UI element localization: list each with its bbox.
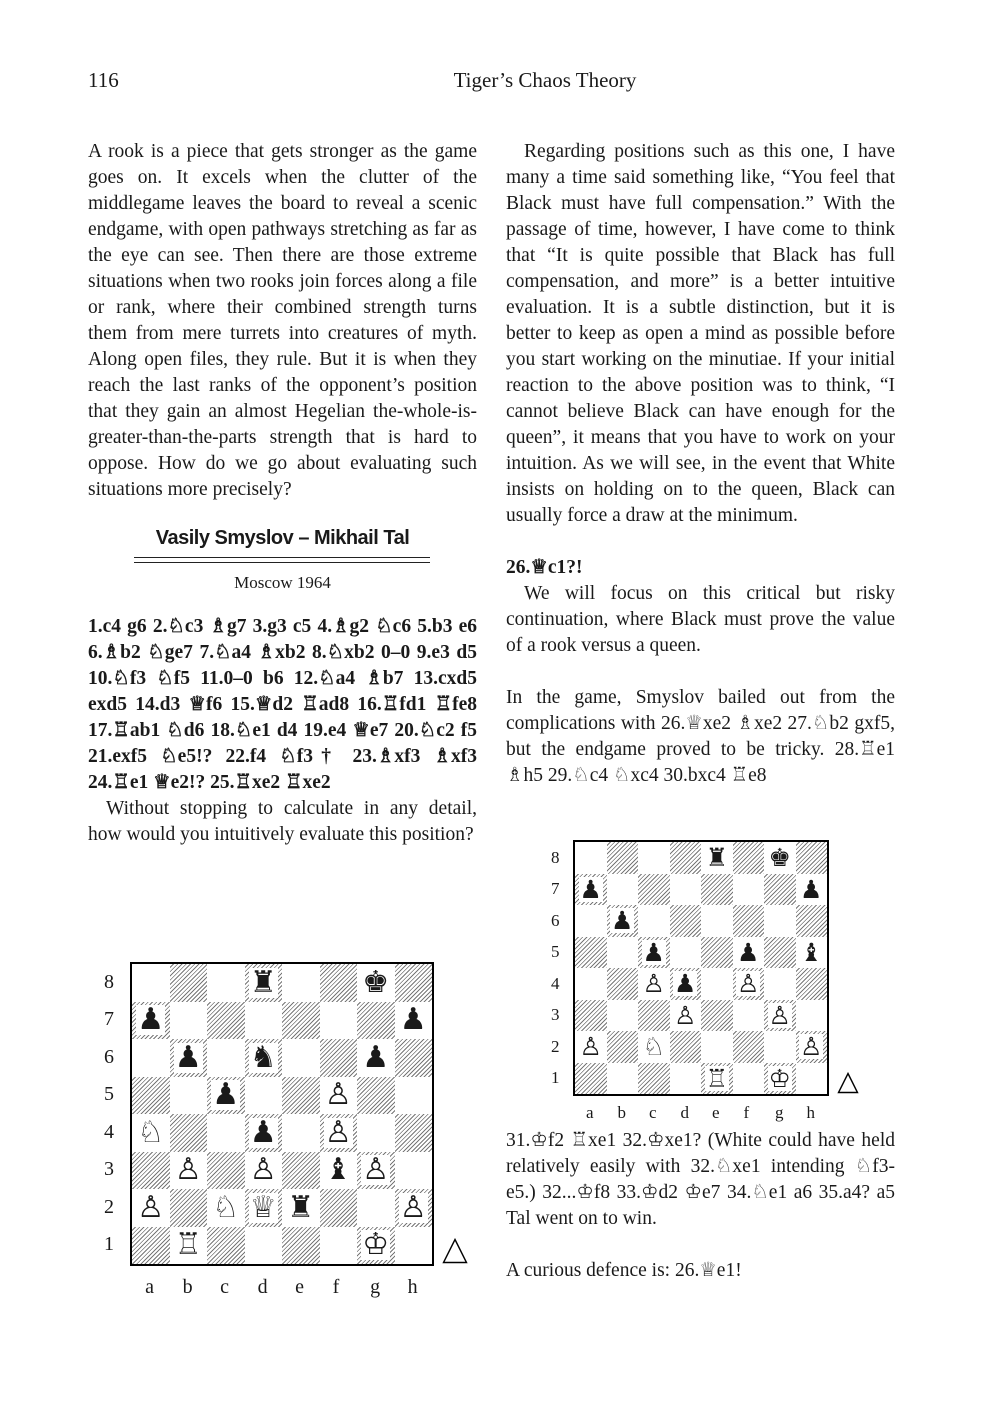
rank-label: 3 [551,1005,560,1025]
piece-f5: ♟ [737,937,760,967]
title-rule [134,557,430,563]
piece-e8: ♜ [705,843,728,873]
square-c7 [638,874,670,906]
file-label: h [806,1103,815,1122]
square-a7 [575,874,607,906]
square-f3 [320,1152,358,1190]
square-c5 [638,937,670,969]
square-a3 [132,1152,170,1190]
file-label: a [145,1276,155,1298]
piece-b1: ♖ [174,1227,202,1263]
focus-paragraph: We will focus on this critical but risky continuation, where Black must prove the value of a rook versus a queen. [506,583,895,656]
piece-d3: ♙ [249,1152,277,1188]
square-f2 [320,1189,358,1227]
piece-d4: ♟ [674,969,697,999]
file-label: d [680,1103,689,1122]
piece-f4: ♙ [324,1114,352,1150]
file-label: f [332,1276,340,1298]
file-label: g [774,1103,784,1122]
square-e5 [701,937,733,969]
square-c4 [638,968,670,1000]
square-g2 [357,1189,395,1227]
piece-c2: ♘ [642,1032,665,1062]
piece-g3: ♙ [768,1000,791,1030]
game-continuation-paragraph: In the game, Smyslov bailed out from the complications with 26.♕xe2 ♗xe2 27.♘b2 gxf5, but the endgame proved to be tricky. 28.♖e1 ♗h5 29.♘c4 ♘xc4 30.bxc4 ♖e8 [506,687,895,786]
square-b2 [607,1031,639,1063]
square-d5 [245,1077,283,1115]
square-d7 [245,1002,283,1040]
square-e2 [701,1031,733,1063]
square-b2 [170,1189,208,1227]
square-d1 [670,1063,702,1095]
square-c2 [638,1031,670,1063]
file-label: g [370,1276,381,1298]
square-f1 [320,1227,358,1265]
square-b6 [607,905,639,937]
square-c8 [638,842,670,874]
square-a3 [575,1000,607,1032]
chess-diagram-1 [98,962,458,1312]
square-b3 [607,1000,639,1032]
rank-label: 5 [104,1083,114,1106]
piece-g8: ♚ [362,964,390,1000]
square-a7 [132,1002,170,1040]
endgame-paragraph: 31.♔f2 ♖xe1 32.♔xe1? (White could have held relatively easily with 32.♘xe1 intending ♘f3-e5.) 32...♔f8 33.♔d2 ♔e7 34.♘e1 a6 35.a4? a5 Tal went on to win. [506,1130,895,1229]
square-a6 [575,905,607,937]
square-g4 [764,968,796,1000]
square-c5 [207,1077,245,1115]
rank-label: 6 [551,910,560,930]
file-label: b [182,1276,193,1298]
file-label: b [617,1103,626,1122]
square-h5 [395,1077,433,1115]
right-column-bottom [506,1128,895,1284]
square-e1 [282,1227,320,1265]
square-e2 [282,1189,320,1227]
square-f8 [733,842,765,874]
piece-g1: ♔ [362,1227,390,1263]
square-g7 [764,874,796,906]
piece-g1: ♔ [768,1063,791,1093]
square-g4 [357,1114,395,1152]
square-a2 [132,1189,170,1227]
file-label: c [220,1276,230,1298]
square-c1 [638,1063,670,1095]
square-g7 [357,1002,395,1040]
square-h8 [796,842,828,874]
piece-c4: ♙ [642,969,665,999]
square-f5 [733,937,765,969]
rank-label: 8 [551,847,560,867]
left-column [88,139,477,848]
square-b7 [170,1002,208,1040]
square-b6 [170,1039,208,1077]
square-e8 [701,842,733,874]
piece-c5: ♟ [642,937,665,967]
square-b8 [607,842,639,874]
rank-label: 1 [104,1233,114,1256]
square-g3 [357,1152,395,1190]
square-h5 [796,937,828,969]
square-d5 [670,937,702,969]
square-g2 [764,1031,796,1063]
chessboard [130,962,434,1266]
piece-e2: ♜ [287,1189,315,1225]
file-label: e [711,1103,720,1122]
defence-paragraph: A curious defence is: 26.♕e1! [506,1260,742,1281]
page-number: 116 [88,68,119,92]
piece-b6: ♟ [611,906,634,936]
rank-label: 3 [104,1158,114,1181]
file-label: h [407,1276,418,1298]
piece-g3: ♙ [362,1152,390,1188]
file-label: f [743,1103,750,1122]
file-label: d [257,1276,268,1298]
square-d8 [670,842,702,874]
piece-e1: ♖ [705,1063,728,1093]
piece-h5: ♝ [800,937,823,967]
square-h3 [796,1000,828,1032]
piece-h2: ♙ [399,1189,427,1225]
square-e6 [282,1039,320,1077]
square-a8 [575,842,607,874]
piece-a7: ♟ [579,874,602,904]
square-d7 [670,874,702,906]
square-b3 [170,1152,208,1190]
square-c7 [207,1002,245,1040]
square-a4 [132,1114,170,1152]
compensation-paragraph: Regarding positions such as this one, I have many a time said something like, “You feel that Black must have full compensation.” With the passage of time, however, I have come to think that “It is quite possible that Black has full compensation, and more” is a better intuitive evaluation. It is a subtle distinction, but it is better to keep as open a mind as possible before you start working on the minutiae. If your initial reaction to the above position was to think, “I cannot believe Black can have enough for the queen”, it means that you have to work on your intuition. As we will see, in the event that White insists on holding on to the queen, Black can usually force a draw at the minimum. [506,141,895,526]
square-h6 [395,1039,433,1077]
square-a5 [575,937,607,969]
piece-c2: ♘ [212,1189,240,1225]
running-head: Tiger’s Chaos Theory [453,68,637,92]
piece-c5: ♟ [212,1077,240,1113]
square-g6 [764,905,796,937]
piece-f4: ♙ [737,969,760,999]
piece-b3: ♙ [174,1152,202,1188]
piece-a2: ♙ [137,1189,165,1225]
rank-label: 6 [104,1045,114,1068]
square-f4 [320,1114,358,1152]
square-d4 [670,968,702,1000]
chessboard [573,840,829,1096]
square-d1 [245,1227,283,1265]
square-c4 [207,1114,245,1152]
rank-label: 5 [551,942,560,962]
square-h2 [796,1031,828,1063]
square-b5 [607,937,639,969]
file-label: c [648,1103,657,1122]
square-b1 [170,1227,208,1265]
square-e3 [701,1000,733,1032]
square-e4 [701,968,733,1000]
square-e5 [282,1077,320,1115]
square-e1 [701,1063,733,1095]
piece-h2: ♙ [800,1032,823,1062]
square-c8 [207,964,245,1002]
square-a2 [575,1031,607,1063]
piece-d8: ♜ [249,964,277,1000]
square-b8 [170,964,208,1002]
square-a1 [132,1227,170,1265]
game-moves: 1.c4 g6 2.♘c3 ♗g7 3.g3 c5 4.♗g2 ♘c6 5.b3 e6 6.♗b2 ♘ge7 7.♘a4 ♗xb2 8.♘xb2 0–0 9.e3 d5 10.♘f3 ♘f5 11.0–0 b6 12.♘a4 ♗b7 13.cxd5 exd5 14.d3 ♕f6 15.♕d2 ♖ad8 16.♖fd1 ♖fe8 17.♖ab1 ♘d6 18.♘e1 d4 19.e4 ♕e7 20.♘c2 f5 21.exf5 ♘e5!? 22.f4 ♘f3† 23.♗xf3 ♗xf3 24.♖e1 ♕e2!? 25.♖xe2 ♖xe2 [88,616,477,793]
square-f5 [320,1077,358,1115]
square-e7 [282,1002,320,1040]
rank-label: 2 [551,1036,560,1056]
move-heading: 26.♕c1?! [506,557,583,578]
square-h4 [796,968,828,1000]
square-b4 [607,968,639,1000]
square-c6 [207,1039,245,1077]
square-g6 [357,1039,395,1077]
piece-g8: ♚ [768,843,791,873]
square-e8 [282,964,320,1002]
square-h8 [395,964,433,1002]
square-c2 [207,1189,245,1227]
square-g3 [764,1000,796,1032]
square-h3 [395,1152,433,1190]
square-h1 [796,1063,828,1095]
file-label: e [295,1276,305,1298]
square-h4 [395,1114,433,1152]
square-d6 [670,905,702,937]
square-f4 [733,968,765,1000]
square-e3 [282,1152,320,1190]
square-d2 [245,1189,283,1227]
square-a8 [132,964,170,1002]
square-f1 [733,1063,765,1095]
square-e6 [701,905,733,937]
square-f7 [733,874,765,906]
square-h2 [395,1189,433,1227]
square-b1 [607,1063,639,1095]
square-h6 [796,905,828,937]
piece-h7: ♟ [800,874,823,904]
square-d4 [245,1114,283,1152]
piece-a4: ♘ [137,1114,165,1150]
square-d8 [245,964,283,1002]
square-f6 [320,1039,358,1077]
square-g1 [357,1227,395,1265]
rank-label: 4 [551,973,560,993]
square-c3 [207,1152,245,1190]
square-a5 [132,1077,170,1115]
rank-label: 7 [551,879,560,899]
square-b5 [170,1077,208,1115]
question-paragraph: Without stopping to calculate in any detail, how would you intuitively evaluate this position? [88,798,477,845]
square-a1 [575,1063,607,1095]
rank-label: 2 [104,1195,114,1218]
square-f6 [733,905,765,937]
file-label: a [585,1103,594,1122]
square-b4 [170,1114,208,1152]
piece-g6: ♟ [362,1039,390,1075]
piece-d6: ♞ [249,1039,277,1075]
rank-label: 1 [551,1068,560,1088]
piece-f5: ♙ [324,1077,352,1113]
square-h7 [395,1002,433,1040]
square-f2 [733,1031,765,1063]
piece-a2: ♙ [579,1032,602,1062]
game-title: Vasily Smyslov – Mikhail Tal [155,527,410,549]
square-g1 [764,1063,796,1095]
right-column-top [506,139,895,789]
piece-a7: ♟ [137,1002,165,1038]
square-c3 [638,1000,670,1032]
piece-b6: ♟ [174,1039,202,1075]
square-f8 [320,964,358,1002]
square-f3 [733,1000,765,1032]
square-c6 [638,905,670,937]
square-c1 [207,1227,245,1265]
square-h7 [796,874,828,906]
piece-d3: ♙ [674,1000,697,1030]
chess-diagram-2 [548,840,860,1142]
piece-d2: ♕ [249,1189,277,1225]
game-venue: Moscow 1964 [234,573,331,592]
square-g5 [357,1077,395,1115]
intro-paragraph: A rook is a piece that gets stronger as the game goes on. It excels when the clutter of the middlegame leaves the board to reveal a scenic endgame, with open pathways stretching as far as the eye can see. Then there are those extreme situations when two rooks join forces along a file or rank, where their combined strength turns them from mere turrets into creatures of myth. Along open files, they rule. But it is when they reach the last ranks of the opponent’s position that they gain an almost Hegelian the-whole-is-greater-than-the-parts strength that is hard to oppose. How do we go about evaluating such situations more precisely? [88,141,477,500]
square-g8 [764,842,796,874]
square-h1 [395,1227,433,1265]
square-e7 [701,874,733,906]
square-g5 [764,937,796,969]
piece-h7: ♟ [399,1002,427,1038]
rank-label: 4 [104,1120,114,1143]
square-b7 [607,874,639,906]
square-d2 [670,1031,702,1063]
square-g8 [357,964,395,1002]
square-a4 [575,968,607,1000]
piece-f3: ♝ [324,1152,352,1188]
square-d3 [670,1000,702,1032]
game-header [88,525,477,596]
rank-label: 8 [104,970,114,993]
square-d3 [245,1152,283,1190]
square-a6 [132,1039,170,1077]
piece-d4: ♟ [249,1114,277,1150]
rank-label: 7 [104,1008,114,1031]
square-e4 [282,1114,320,1152]
square-f7 [320,1002,358,1040]
square-d6 [245,1039,283,1077]
